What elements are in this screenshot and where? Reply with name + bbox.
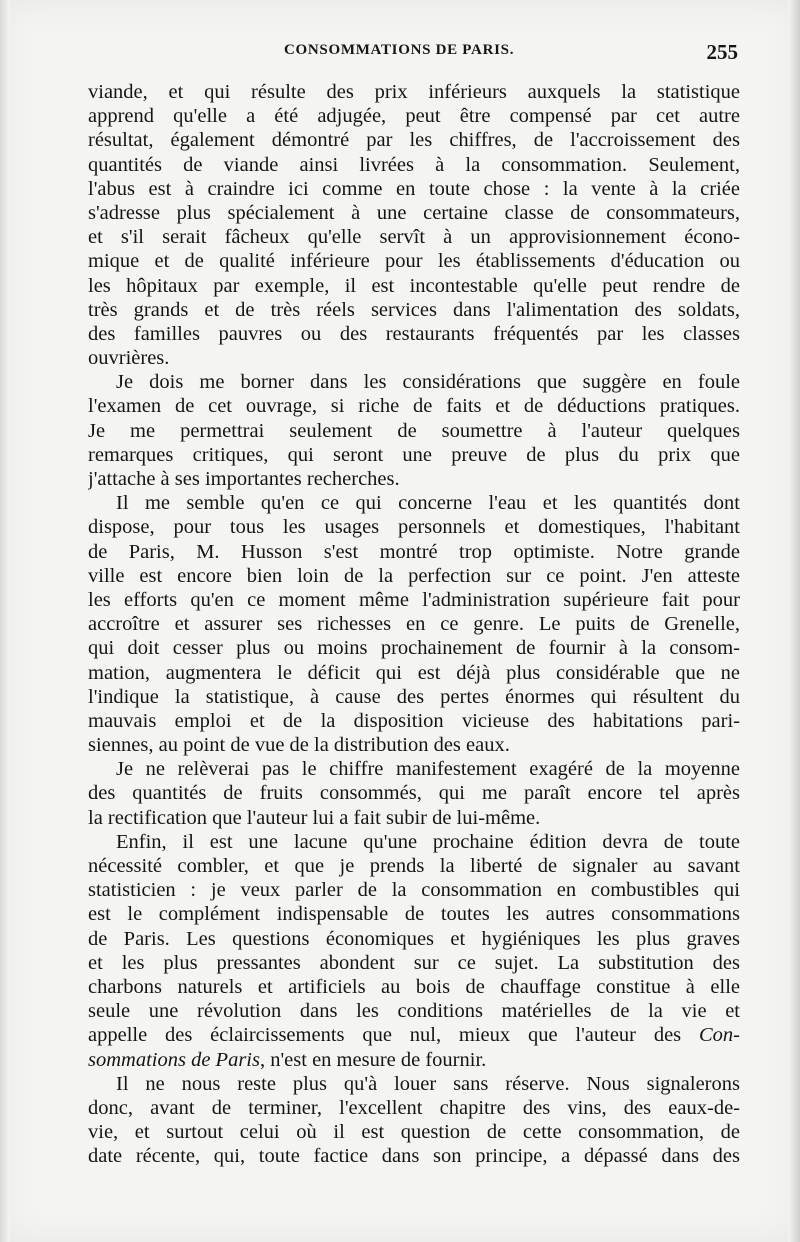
text-line: s'adresse plus spécialement à une certaine classe de consommateurs, (88, 201, 740, 224)
text-line: les hôpitaux par exemple, il est incontestable qu'elle peut rendre de (88, 274, 740, 297)
text-line: les efforts qu'en ce moment même l'administration supérieure fait pour (88, 588, 740, 611)
text-line: dispose, pour tous les usages personnels et domestiques, l'habitant (88, 516, 740, 539)
paragraph (88, 491, 740, 757)
text-line: ville est encore bien loin de la perfection sur ce point. J'en atteste (88, 564, 740, 587)
text-line: charbons naturels et artificiels au bois de chauffage constitue à elle (88, 975, 740, 998)
text-line: j'attache à ses importantes recherches. (88, 468, 400, 490)
page-number: 255 (706, 40, 738, 64)
text-line: viande, et qui résulte des prix inférieurs auxquels la statistique (88, 81, 740, 103)
text-line: mique et de qualité inférieure pour les établissements d'éducation ou (88, 250, 740, 273)
italic-title-fragment: sommations de Paris (88, 1048, 260, 1071)
page-body (88, 80, 740, 1168)
text-line: remarques critiques, qui seront une preuve de plus du prix que (88, 443, 740, 466)
text-line: mation, augmentera le déficit qui est déjà plus considérable que ne (88, 661, 740, 684)
paragraph (88, 370, 740, 491)
page-right-edge (788, 0, 800, 1242)
text-line: Enfin, il est une lacune qu'une prochaine édition devra de toute (116, 830, 740, 853)
text-line: seule une révolution dans les conditions matérielles de la vie et (88, 1000, 740, 1023)
text-line: Je ne relèverai pas le chiffre manifestement exagéré de la moyenne (116, 758, 740, 781)
text-line: siennes, au point de vue de la distribution des eaux. (88, 734, 510, 757)
text-line: Il ne nous reste plus qu'à louer sans réserve. Nous signalerons (116, 1072, 740, 1095)
text-segment: appelle des éclaircissements que nul, mieux que l'auteur des (88, 1024, 699, 1047)
page-left-edge (0, 0, 10, 1242)
text-segment: , n'est en mesure de fournir. (259, 1048, 487, 1071)
text-line: quantités de viande ainsi livrées à la consommation. Seulement, (88, 153, 740, 176)
paragraph (88, 80, 740, 370)
text-line: l'examen de cet ouvrage, si riche de faits et de déductions pratiques. (88, 395, 740, 418)
paragraph (88, 830, 740, 1072)
paragraph (88, 1072, 740, 1169)
text-line: et les plus pressantes abondent sur ce sujet. La substitution des (88, 951, 740, 974)
text-line-mixed (88, 1048, 740, 1072)
text-line: apprend qu'elle a été adjugée, peut être compensé par cet autre (88, 105, 740, 128)
text-line: la rectification que l'auteur lui a fait subir de lui-même. (88, 806, 541, 829)
text-line: de Paris. Les questions économiques et hygiéniques les plus graves (88, 927, 740, 950)
text-line: date récente, qui, toute factice dans son principe, a dépassé dans des (88, 1145, 740, 1168)
text-line: ouvrières. (88, 347, 170, 370)
text-line: statisticien : je veux parler de la consommation en combustibles qui (88, 879, 740, 902)
text-line: et s'il serait fâcheux qu'elle servît à un approvisionnement écono- (88, 226, 740, 249)
text-line: l'indique la statistique, à cause des pertes énormes qui résultent du (88, 685, 740, 708)
text-line: résultat, également démontré par les chiffres, de l'accroissement des (88, 129, 740, 152)
text-line: donc, avant de terminer, l'excellent chapitre des vins, des eaux-de- (88, 1096, 740, 1119)
running-head: CONSOMMATIONS DE PARIS. (284, 42, 515, 58)
text-line: Je dois me borner dans les considérations que suggère en foule (116, 371, 740, 394)
text-line: est le complément indispensable de toutes les autres consommations (88, 903, 740, 926)
text-line: l'abus est à craindre ici comme en toute chose : la vente à la criée (88, 177, 740, 200)
text-line: accroître et assurer ses richesses en ce genre. Le puits de Grenelle, (88, 613, 740, 636)
text-line: des quantités de fruits consommés, qui me paraît encore tel après (88, 782, 740, 805)
text-line: Je me permettrai seulement de soumettre à l'auteur quelques (88, 419, 740, 442)
text-line: Il me semble qu'en ce qui concerne l'eau et les quantités dont (116, 492, 740, 515)
text-line: vie, et surtout celui où il est question de cette consommation, de (88, 1121, 740, 1144)
text-line: très grands et de très réels services dans l'alimentation des soldats, (88, 298, 740, 321)
text-line: mauvais emploi et de la disposition vicieuse des habitations pari- (88, 709, 740, 732)
text-line: nécessité combler, et que je prends la liberté de signaler au savant (88, 855, 740, 877)
paragraph (88, 757, 740, 830)
text-line: des familles pauvres ou des restaurants fréquentés par les classes (88, 322, 740, 345)
text-line: qui doit cesser plus ou moins prochainement de fournir à la consom- (88, 637, 740, 660)
italic-title-fragment: Con- (699, 1024, 740, 1047)
text-line-mixed (88, 1023, 740, 1047)
text-line: de Paris, M. Husson s'est montré trop optimiste. Notre grande (88, 540, 740, 563)
page-header (88, 40, 742, 68)
